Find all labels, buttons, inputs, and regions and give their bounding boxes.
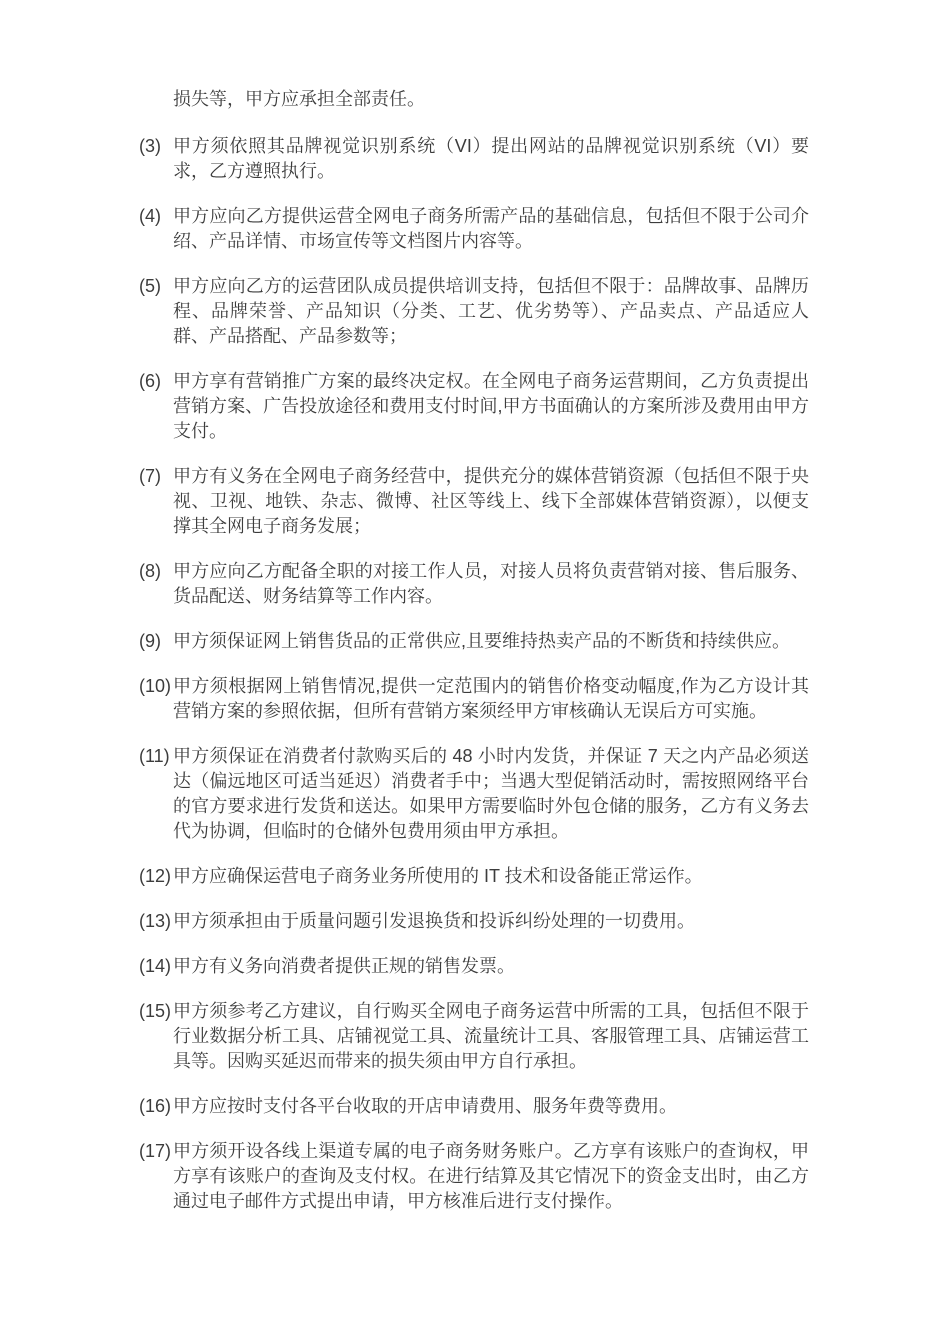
item-text: 甲方须保证网上销售货品的正常供应,且要维持热卖产品的不断货和持续供应。 [173, 631, 790, 651]
item-text: 甲方须承担由于质量问题引发退换货和投诉纠纷处理的一切费用。 [173, 911, 695, 931]
item-text: 甲方享有营销推广方案的最终决定权。在全网电子商务运营期间，乙方负责提出营销方案、广告投放途径和费用支付时间,甲方书面确认的方案所涉及费用由甲方支付。 [173, 371, 809, 441]
item-number: (16) [139, 1096, 172, 1116]
item-text: 甲方有义务向消费者提供正规的销售发票。 [173, 956, 515, 976]
item-text: 甲方有义务在全网电子商务经营中，提供充分的媒体营销资源（包括但不限于央视、卫视、地铁、杂志、微博、社区等线上、线下全部媒体营销资源），以便支撑其全网电子商务发展； [173, 466, 809, 536]
list-item [137, 909, 809, 934]
item-number: (8) [139, 561, 161, 581]
list-item [137, 274, 809, 349]
list-item [137, 1094, 809, 1119]
item-text: 甲方应向乙方提供运营全网电子商务所需产品的基础信息，包括但不限于公司介绍、产品详情、市场宣传等文档图片内容等。 [173, 206, 809, 251]
list-item [137, 954, 809, 979]
item-text: 甲方应向乙方的运营团队成员提供培训支持，包括但不限于：品牌故事、品牌历程、品牌荣誉、产品知识（分类、工艺、优劣势等）、产品卖点、产品适应人群、产品搭配、产品参数等； [173, 276, 809, 346]
list-item [137, 369, 809, 444]
item-number: (6) [139, 371, 161, 391]
list-item [137, 629, 809, 654]
item-number: (17) [139, 1141, 172, 1161]
item-number: (15) [139, 1001, 172, 1021]
item-number: (4) [139, 206, 161, 226]
paragraph-continuation: 损失等，甲方应承担全部责任。 [173, 89, 425, 109]
item-number: (7) [139, 466, 161, 486]
item-text: 甲方须根据网上销售情况,提供一定范围内的销售价格变动幅度,作为乙方设计其营销方案的参照依据，但所有营销方案须经甲方审核确认无误后方可实施。 [173, 676, 809, 721]
document-page [137, 87, 809, 1214]
item-number: (3) [139, 136, 161, 156]
item-number: (12) [139, 866, 172, 886]
item-number: (5) [139, 276, 161, 296]
list-item [137, 464, 809, 539]
list-item [137, 559, 809, 609]
item-text: 甲方须开设各线上渠道专属的电子商务财务账户。乙方享有该账户的查询权，甲方享有该账户的查询及支付权。在进行结算及其它情况下的资金支出时，由乙方通过电子邮件方式提出申请，甲方核准后进行支付操作。 [173, 1141, 809, 1211]
list-item [137, 674, 809, 724]
list-item [137, 999, 809, 1074]
item-text: 甲方应按时支付各平台收取的开店申请费用、服务年费等费用。 [173, 1096, 677, 1116]
list-item [137, 204, 809, 254]
item-number: (10) [139, 676, 172, 696]
list-item [137, 864, 809, 889]
list-item [137, 134, 809, 184]
item-text: 甲方须保证在消费者付款购买后的 48 小时内发货，并保证 7 天之内产品必须送达（偏远地区可适当延迟）消费者手中；当遇大型促销活动时，需按照网络平台的官方要求进行发货和送达。如果甲方需要临时外包仓储的服务，乙方有义务去代为协调，但临时的仓储外包费用须由甲方承担。 [173, 746, 809, 841]
list-item [137, 744, 809, 844]
item-number: (9) [139, 631, 161, 651]
item-text: 甲方应向乙方配备全职的对接工作人员，对接人员将负责营销对接、售后服务、货品配送、财务结算等工作内容。 [173, 561, 809, 606]
list-item [137, 1139, 809, 1214]
item-text: 甲方应确保运营电子商务业务所使用的 IT 技术和设备能正常运作。 [173, 866, 703, 886]
item-number: (13) [139, 911, 172, 931]
item-text: 甲方须依照其品牌视觉识别系统（VI）提出网站的品牌视觉识别系统（VI）要求，乙方遵照执行。 [173, 136, 809, 181]
item-text: 甲方须参考乙方建议，自行购买全网电子商务运营中所需的工具，包括但不限于行业数据分析工具、店铺视觉工具、流量统计工具、客服管理工具、店铺运营工具等。因购买延迟而带来的损失须由甲方自行承担。 [173, 1001, 809, 1071]
item-number: (14) [139, 956, 172, 976]
item-number: (11) [139, 746, 170, 766]
